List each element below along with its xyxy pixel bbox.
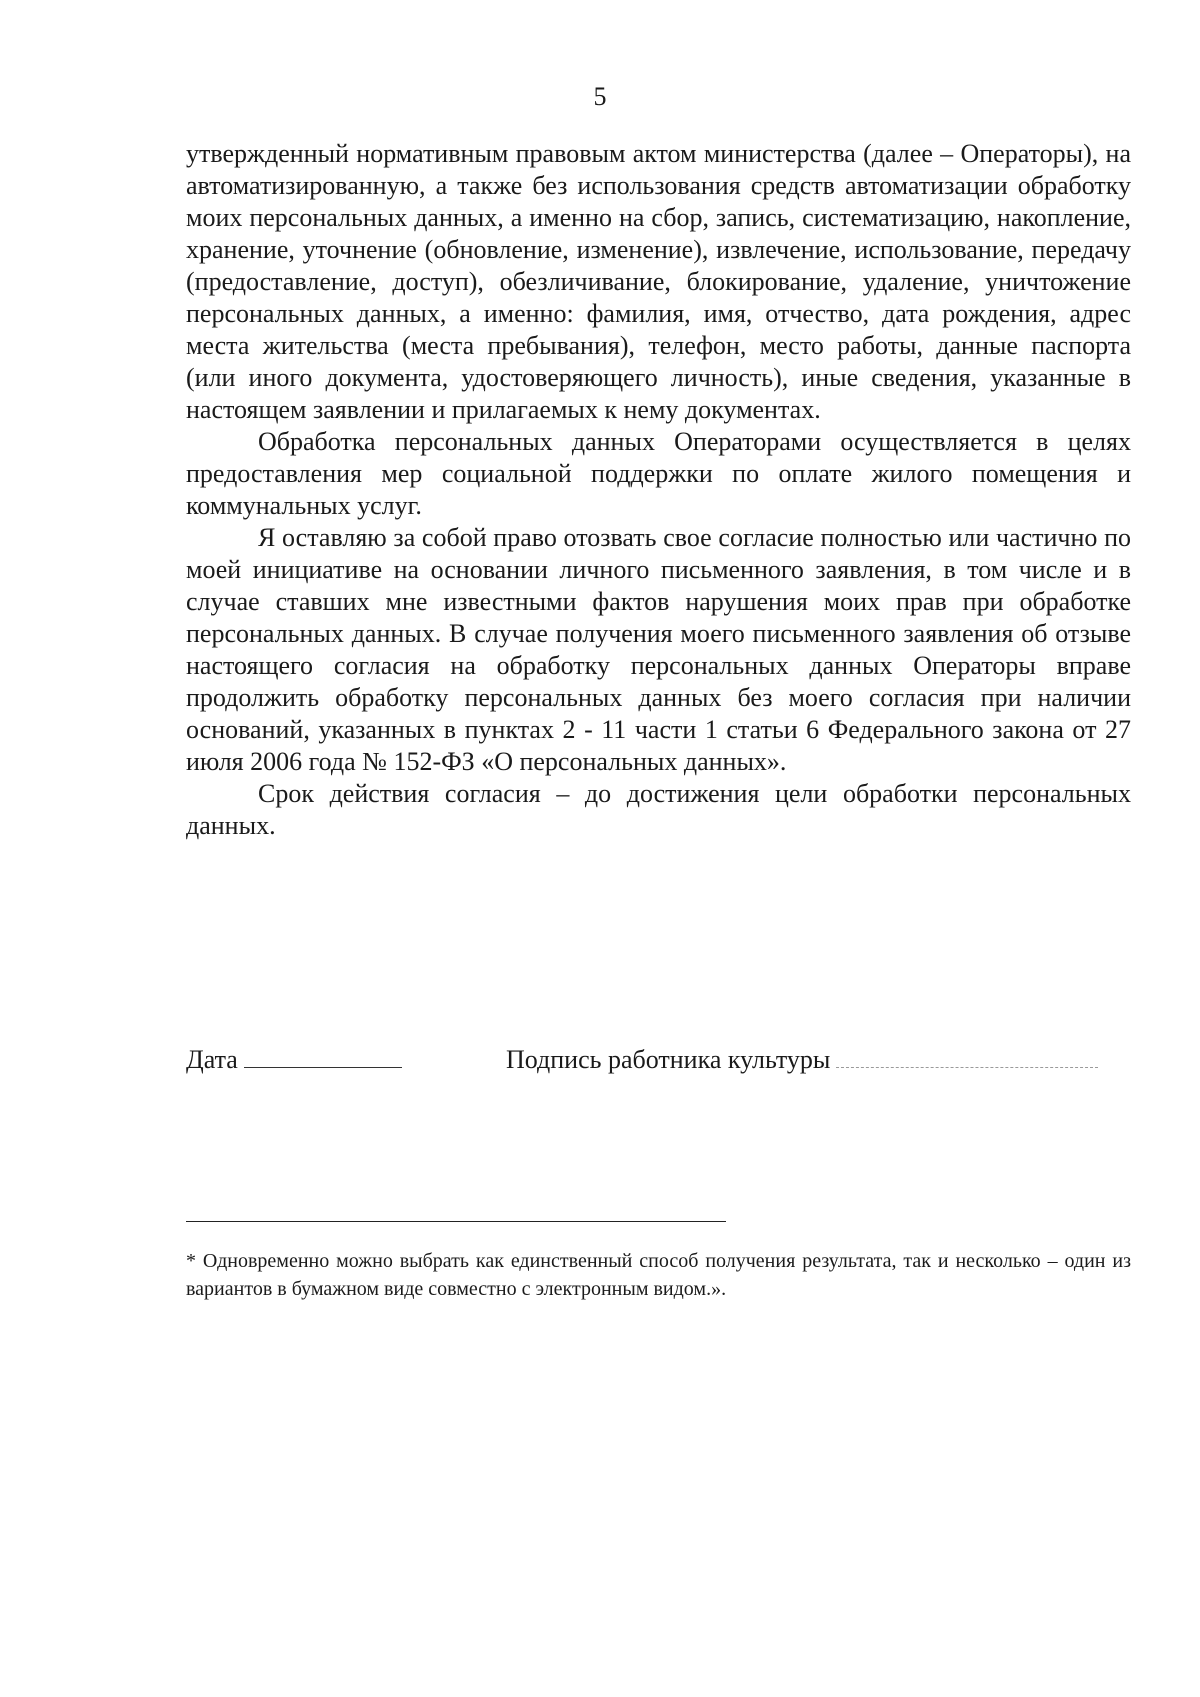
signature-blank-line[interactable]: [836, 1045, 1098, 1068]
paragraph-consent-term: Срок действия согласия – до достижения цели обработки персональных данных.: [186, 779, 1131, 840]
paragraph-processing-scope: утвержденный нормативным правовым актом министерства (далее – Операторы), на автоматизированную, а также без использования средств автоматизации обработку моих персональных данных, а именно на сбор, запись, систематизацию, накопление, хранение, уточнение (обновление, изменение), извлечение, использование, передачу (предоставление, доступ), обезличивание, блокирование, удаление, уничтожение персональных данных, а именно: фамилия, имя, отчество, дата рождения, адрес места жительства (места пребывания), телефон, место работы, данные паспорта (или иного документа, удостоверяющего личность), иные сведения, указанные в настоящем заявлении и прилагаемых к нему документах.: [186, 139, 1131, 424]
footnote: * Одновременно можно выбрать как единственный способ получения результата, так и несколько – один из вариантов в бумажном виде совместно с электронным видом.».: [186, 1250, 1131, 1300]
signature-label: Подпись работника культуры: [506, 1045, 831, 1074]
date-blank-line[interactable]: [244, 1045, 402, 1068]
signature-row: [186, 1044, 1131, 1084]
signature-block: [506, 1044, 1098, 1076]
date-label: Дата: [186, 1045, 238, 1074]
consent-text: [186, 138, 1131, 842]
paragraph-consent-withdrawal: Я оставляю за собой право отозвать свое согласие полностью или частично по моей инициативе на основании личного письменного заявления, в том числе и в случае ставших мне известными фактов нарушения моих прав при обработке персональных данных. В случае получения моего письменного заявления об отзыве настоящего согласия на обработку персональных данных Операторы вправе продолжить обработку персональных данных без моего согласия при наличии оснований, указанных в пунктах 2 - 11 части 1 статьи 6 Федерального закона от 27 июля 2006 года № 152-ФЗ «О персональных данных».: [186, 523, 1131, 776]
page-number: 5: [593, 82, 607, 111]
date-block: [186, 1044, 402, 1076]
paragraph-processing-purpose: Обработка персональных данных Операторами осуществляется в целях предоставления мер социальной поддержки по оплате жилого помещения и коммунальных услуг.: [186, 427, 1131, 520]
footnote-divider: [186, 1221, 726, 1222]
